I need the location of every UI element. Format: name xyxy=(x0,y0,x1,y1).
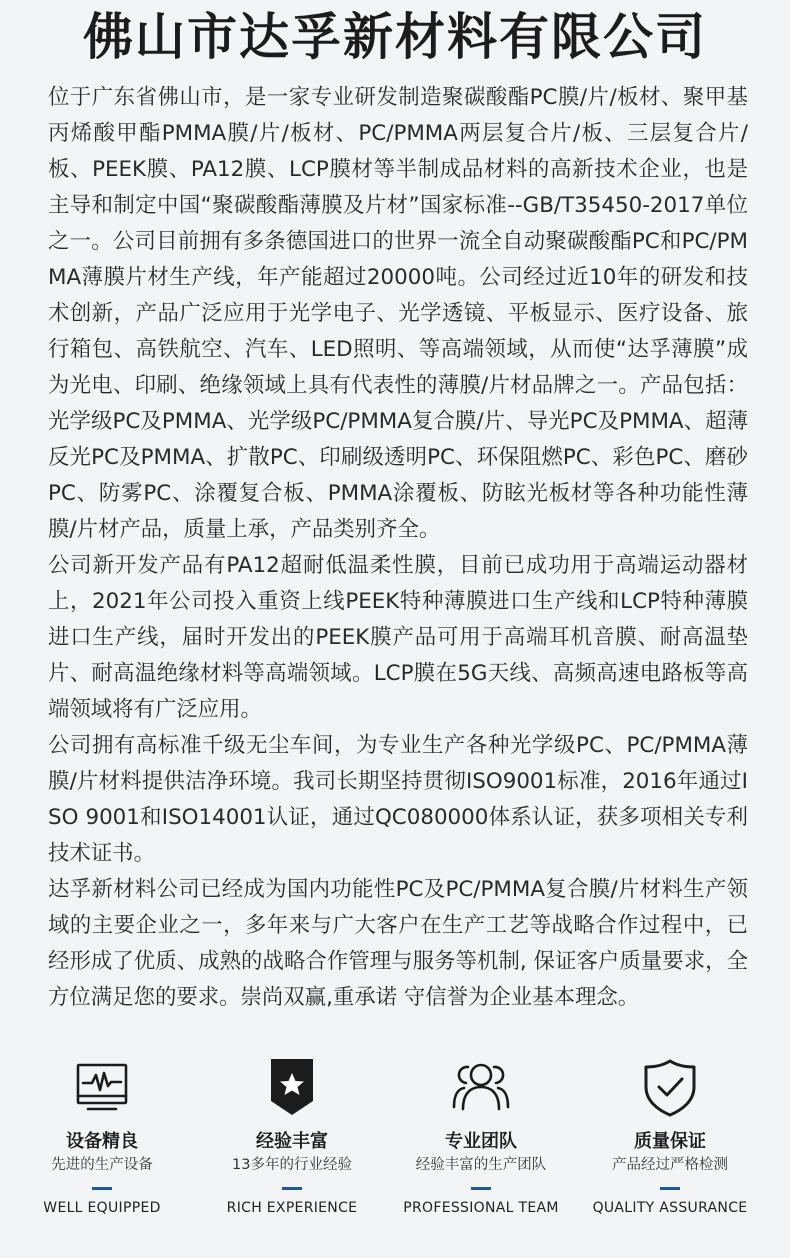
feature-quality-assurance xyxy=(575,1055,765,1218)
paragraph-intro: 位于广东省佛山市，是一家专业研发制造聚碳酸酯PC膜/片/板材、聚甲基丙烯酸甲酯PMMA膜/片/板材、PC/PMMA两层复合片/板、三层复合片/板、PEEK膜、PA12膜、LCP膜材等半制成品材料的高新技术企业，也是主导和制定中国“聚碳酸酯薄膜及片材”国家标准--GB/T35450-2017单位之一。公司目前拥有多条德国进口的世界一流全自动聚碳酸酯PC和PC/PMMA薄膜片材生产线，年产能超过20000吨。公司经过近10年的研发和技术创新，产品广泛应用于光学电子、光学透镜、平板显示、医疗设备、旅行箱包、高铁航空、汽车、LED照明、等高端领域，从而使“达孚薄膜”成为光电、印刷、绝缘领域上具有代表性的薄膜/片材品牌之一。产品包括：光学级PC及PMMA、光学级PC/PMMA复合膜/片、导光PC及PMMA、超薄反光PC及PMMA、扩散PC、印刷级透明PC、环保阻燃PC、彩色PC、磨砂PC、防雾PC、涂覆复合板、PMMA涂覆板、防眩光板材等各种功能性薄膜/片材产品，质量上承，产品类别齐全。 xyxy=(48,85,748,542)
feature-title-zh: 质量保证 xyxy=(634,1131,706,1152)
feature-title-en: RICH EXPERIENCE xyxy=(226,1200,358,1216)
feature-title-en: WELL EQUIPPED xyxy=(43,1200,161,1216)
feature-subtitle-zh: 13多年的行业经验 xyxy=(232,1157,352,1173)
feature-professional-team xyxy=(386,1055,576,1218)
feature-title-zh: 经验丰富 xyxy=(256,1131,328,1152)
feature-title-zh: 专业团队 xyxy=(445,1131,517,1152)
feature-title-en: PROFESSIONAL TEAM xyxy=(403,1200,559,1216)
company-description xyxy=(48,80,748,1016)
paragraph-cleanroom: 公司拥有高标准千级无尘车间，为专业生产各种光学级PC、PC/PMMA薄膜/片材料提供洁净环境。我司长期坚持贯彻ISO9001标准，2016年通过ISO 9001和ISO14001认证，通过QC080000体系认证，获多项相关专利技术证书。 xyxy=(48,733,748,866)
star-badge-icon xyxy=(260,1055,324,1119)
feature-title-zh: 设备精良 xyxy=(66,1131,138,1152)
paragraph-new-products: 公司新开发产品有PA12超耐低温柔性膜，目前已成功用于高端运动器材上，2021年公司投入重资上线PEEK特种薄膜进口生产线和LCP特种薄膜进口生产线，届时开发出的PEEK膜产品可用于高端耳机音膜、耐高温垫片、耐高温绝缘材料等高端领域。LCP膜在5G天线、高频高速电路板等高端领域将有广泛应用。 xyxy=(48,553,748,722)
shield-check-icon xyxy=(638,1055,702,1119)
accent-divider xyxy=(282,1187,302,1190)
monitor-pulse-icon xyxy=(70,1055,134,1119)
feature-title-en: QUALITY ASSURANCE xyxy=(592,1200,748,1216)
feature-subtitle-zh: 先进的生产设备 xyxy=(51,1157,153,1173)
page-title: 佛山市达孚新材料有限公司 xyxy=(83,8,707,66)
feature-row xyxy=(0,1055,790,1235)
feature-subtitle-zh: 经验丰富的生产团队 xyxy=(415,1157,547,1173)
accent-divider xyxy=(660,1187,680,1190)
paragraph-partnership: 达孚新材料公司已经成为国内功能性PC及PC/PMMA复合膜/片材料生产领域的主要企业之一，多年来与广大客户在生产工艺等战略合作过程中，已经形成了优质、成熟的战略合作管理与服务等机制, 保证客户质量要求，全方位满足您的要求。崇尚双赢,重承诺 守信誉为企业基本理念。 xyxy=(48,877,748,1010)
accent-divider xyxy=(471,1187,491,1190)
feature-well-equipped xyxy=(7,1055,197,1218)
feature-rich-experience xyxy=(197,1055,387,1218)
accent-divider xyxy=(92,1187,112,1190)
team-icon xyxy=(449,1055,513,1119)
feature-subtitle-zh: 产品经过严格检测 xyxy=(612,1157,728,1173)
